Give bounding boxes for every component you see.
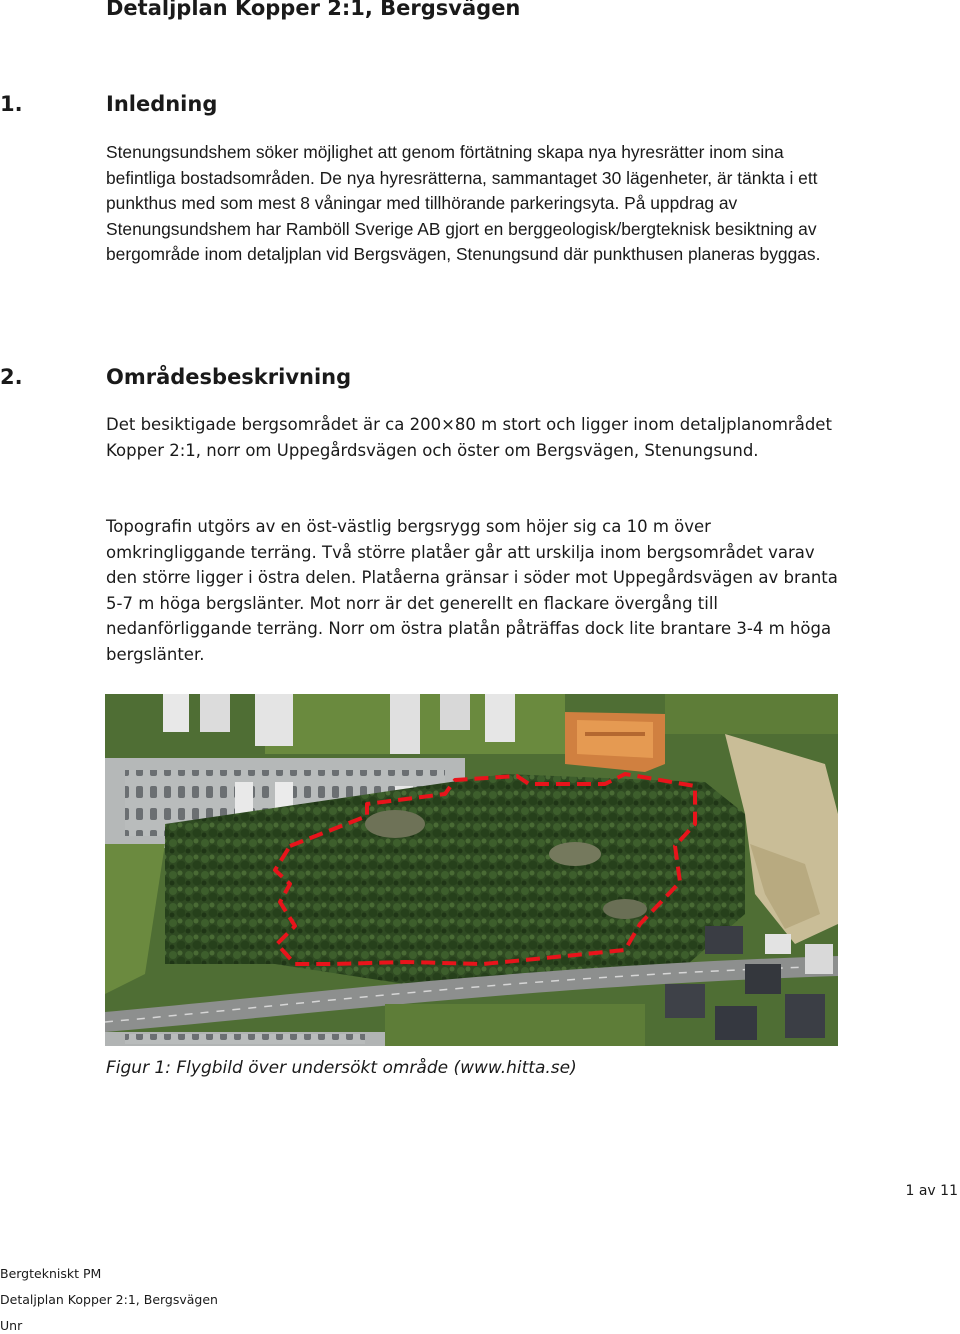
section-number: 1. xyxy=(0,92,23,116)
footer-line-1: Bergtekniskt PM xyxy=(0,1266,102,1281)
section-1-paragraph: Stenungsundshem söker möjlighet att genom förtätning skapa nya hyresrätter inom sina befintliga bostadsområden. De nya hyresrätterna, sammantaget 30 lägenheter, är tänkta i ett punkthus med som mest 8 våningar med tillhörande parkeringsyta. På uppdrag av Stenungsundshem har Ramböll Sverige AB gjort en berggeologisk/bergteknisk besiktning av bergområde inom detaljplan vid Bergsvägen, Stenungsund där punkthusen planeras byggas. xyxy=(106,142,821,265)
section-title: Inledning xyxy=(106,92,218,116)
section-heading-2 xyxy=(0,365,400,393)
aerial-photo xyxy=(105,694,838,1046)
footer-line-3: Unr xyxy=(0,1318,23,1333)
section-2-paragraph-1: Det besiktigade bergsområdet är ca 200×80 m stort och ligger inom detaljplanområdet Kopper 2:1, norr om Uppegårdsvägen och öster om Bergsvägen, Stenungsund. xyxy=(106,415,832,460)
document-title: Detaljplan Kopper 2:1, Bergsvägen xyxy=(106,0,521,20)
section-heading-1 xyxy=(0,92,400,120)
section-2-paragraph-2: Topografin utgörs av en öst-västlig bergsrygg som höjer sig ca 10 m över omkringliggande terräng. Två större platåer går att urskilja inom bergsområdet varav den större ligger i östra delen. Platåerna gränsar i söder mot Uppegårdsvägen av branta 5-7 m höga bergslänter. Mot norr är det generellt en flackare övergång till nedanförliggande terräng. Norr om östra platån påträffas dock lite brantare 3-4 m höga bergslänter. xyxy=(106,517,838,664)
section-number: 2. xyxy=(0,365,23,389)
footer-line-2: Detaljplan Kopper 2:1, Bergsvägen xyxy=(0,1292,218,1307)
figure-caption: Figur 1: Flygbild över undersökt område (www.hitta.se) xyxy=(106,1058,577,1078)
aerial-photo-drawing xyxy=(105,694,838,1046)
page-number: 1 av 11 xyxy=(905,1183,958,1199)
section-title: Områdesbeskrivning xyxy=(106,365,352,389)
